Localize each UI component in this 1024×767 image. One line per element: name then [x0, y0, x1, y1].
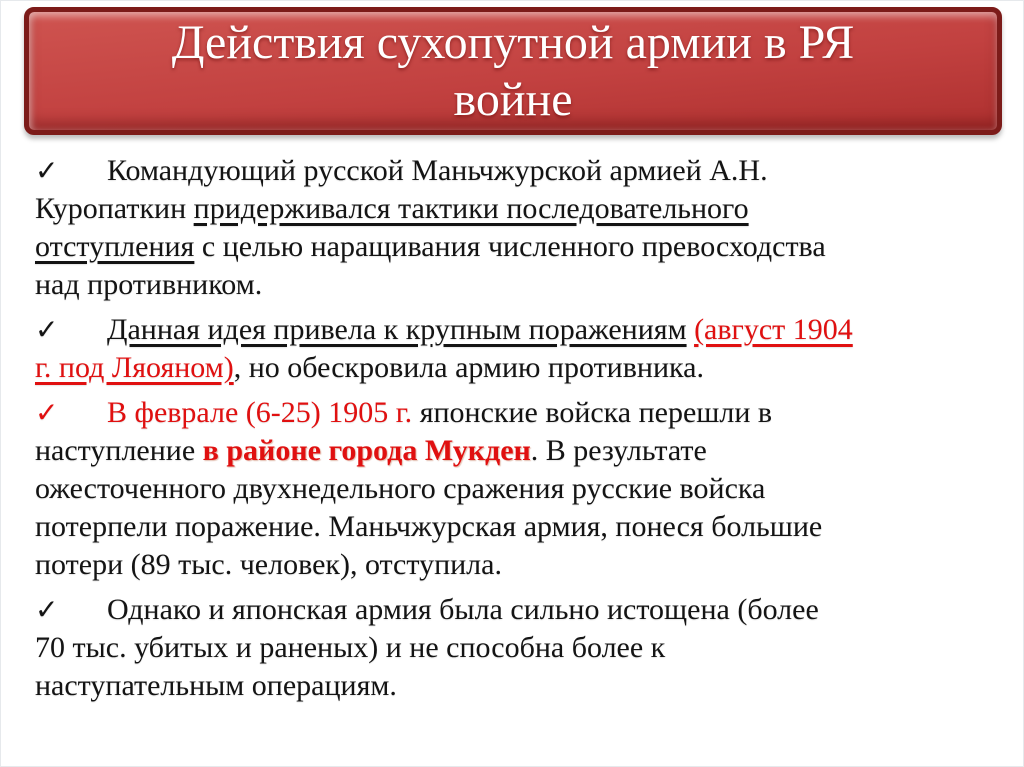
text-run: Командующий русской Маньчжурской армией А.Н.	[107, 154, 768, 187]
text-line	[35, 470, 999, 508]
text-run: с целью наращивания численного превосходства	[194, 230, 826, 263]
text-run: , но обескровила армию противника.	[233, 351, 704, 384]
text-line	[35, 266, 999, 304]
text-run: придерживался тактики последовательного	[193, 192, 749, 225]
checkmark-icon: ✓	[35, 396, 59, 429]
checkmark-icon: ✓	[35, 154, 59, 187]
text-run	[687, 313, 695, 346]
text-run: наступательным операциям.	[35, 669, 397, 702]
text-line	[35, 667, 999, 705]
text-run: ожесточенного двухнедельного сражения русские войска	[35, 472, 766, 505]
text-run: японские войска перешли в	[412, 396, 773, 429]
text-run: отступления	[35, 230, 195, 263]
slide-title-line-2: войне	[453, 73, 573, 126]
title-banner	[24, 7, 1002, 135]
bullet-item	[35, 152, 999, 304]
text-run: В феврале (6-25) 1905 г.	[107, 396, 413, 429]
text-line	[35, 591, 999, 629]
bullet-item	[35, 591, 999, 705]
text-run: над противником.	[35, 268, 263, 301]
text-run: в районе города Мукден	[202, 434, 531, 467]
text-run: наступление	[35, 434, 203, 467]
text-line	[35, 152, 999, 190]
text-line	[35, 508, 999, 546]
text-line	[35, 190, 999, 228]
text-line	[35, 394, 999, 432]
text-run: потери (89 тыс. человек), отступила.	[35, 548, 502, 581]
text-line	[35, 629, 999, 667]
text-run: потерпели поражение. Маньчжурская армия, понеся большие	[35, 510, 823, 543]
bullet-item	[35, 394, 999, 584]
text-run: (август 1904	[694, 313, 853, 346]
slide-body	[35, 152, 999, 705]
text-line	[35, 546, 999, 584]
text-line	[35, 432, 999, 470]
text-run: 70 тыс. убитых и раненых) и не способна более к	[35, 631, 666, 664]
bullet-item	[35, 311, 999, 387]
text-run: Куропаткин	[35, 192, 194, 225]
checkmark-icon: ✓	[35, 593, 59, 626]
slide-title-line-1: Действия сухопутной армии в РЯ	[171, 16, 855, 69]
text-run: Данная идея привела к крупным поражениям	[107, 313, 687, 346]
text-line	[35, 349, 999, 387]
text-run: Однако и японская армия была сильно истощена (более	[107, 593, 819, 626]
text-run: . В результате	[530, 434, 707, 467]
checkmark-icon: ✓	[35, 313, 59, 346]
text-line	[35, 228, 999, 266]
text-line	[35, 311, 999, 349]
text-run: г. под Ляояном)	[35, 351, 234, 384]
